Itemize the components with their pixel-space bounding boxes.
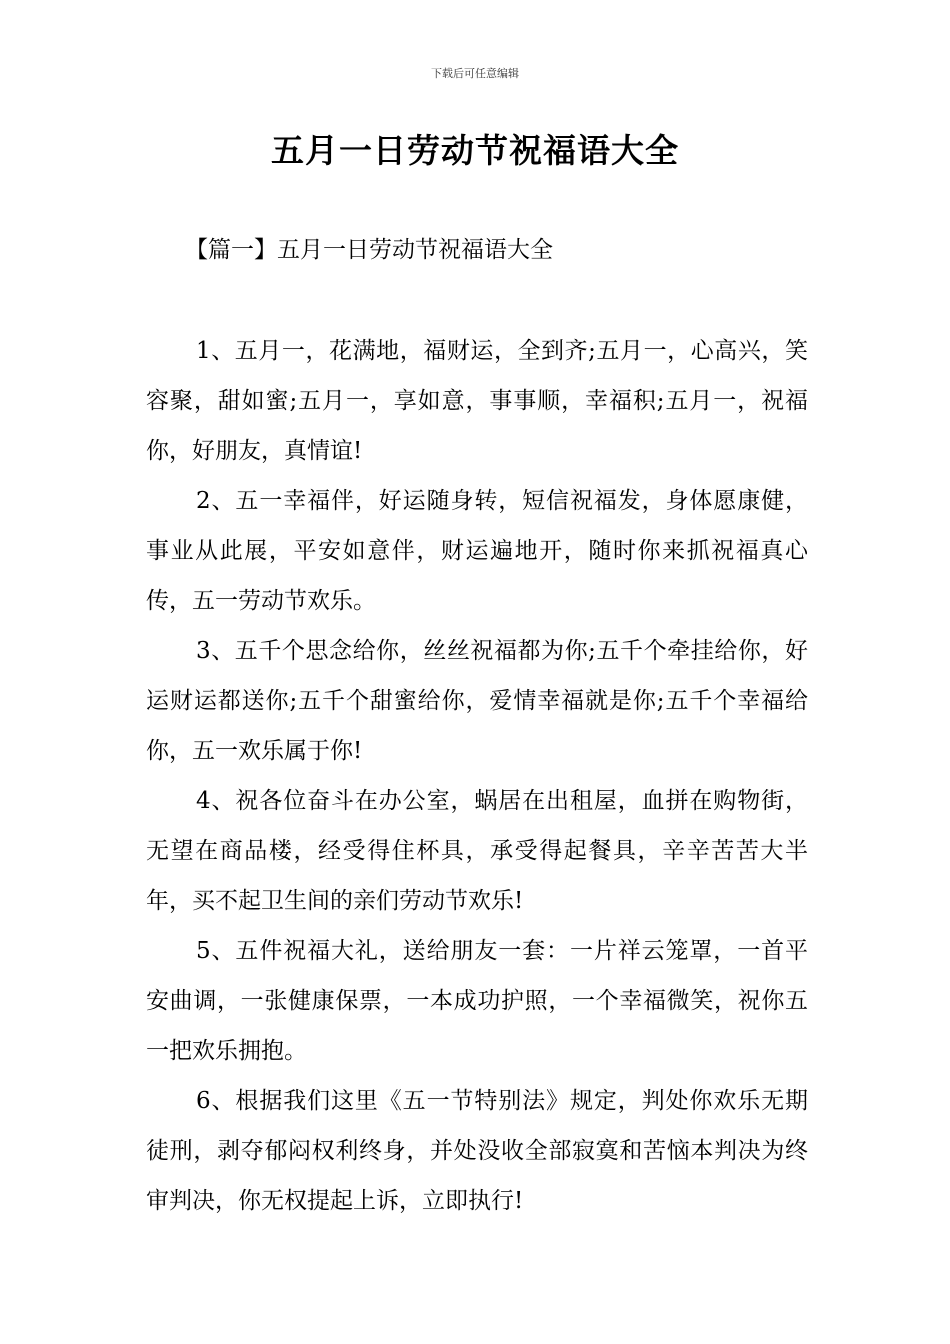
paragraph-3: 3、五千个思念给你，丝丝祝福都为你;五千个牵挂给你，好运财运都送你;五千个甜蜜给你，爱情幸福就是你;五千个幸福给你，五一欢乐属于你!: [146, 638, 808, 764]
paragraph-2: 2、五一幸福伴，好运随身转，短信祝福发，身体愿康健，事业从此展，平安如意伴，财运遍地开，随时你来抓祝福真心传，五一劳动节欢乐。: [146, 488, 808, 614]
document-body: [146, 326, 808, 1226]
document-title: 五月一日劳动节祝福语大全: [271, 131, 679, 170]
paragraph-4: 4、祝各位奋斗在办公室，蜗居在出租屋，血拼在购物街，无望在商品楼，经受得住杯具，承受得起餐具，辛辛苦苦大半年，买不起卫生间的亲们劳动节欢乐!: [146, 788, 808, 914]
paragraph-6: 6、根据我们这里《五一节特别法》规定，判处你欢乐无期徒刑，剥夺郁闷权利终身，并处没收全部寂寞和苦恼本判决为终审判决，你无权提起上诉，立即执行!: [146, 1088, 808, 1214]
paragraph-1: 1、五月一，花满地，福财运，全到齐;五月一，心高兴，笑容聚，甜如蜜;五月一，享如意，事事顺，幸福积;五月一，祝福你，好朋友，真情谊!: [146, 338, 808, 464]
section-heading: 【篇一】五月一日劳动节祝福语大全: [185, 237, 553, 263]
header-note: 下载后可任意编辑: [431, 67, 519, 80]
paragraph-5: 5、五件祝福大礼，送给朋友一套：一片祥云笼罩，一首平安曲调，一张健康保票，一本成功护照，一个幸福微笑，祝你五一把欢乐拥抱。: [146, 938, 808, 1064]
